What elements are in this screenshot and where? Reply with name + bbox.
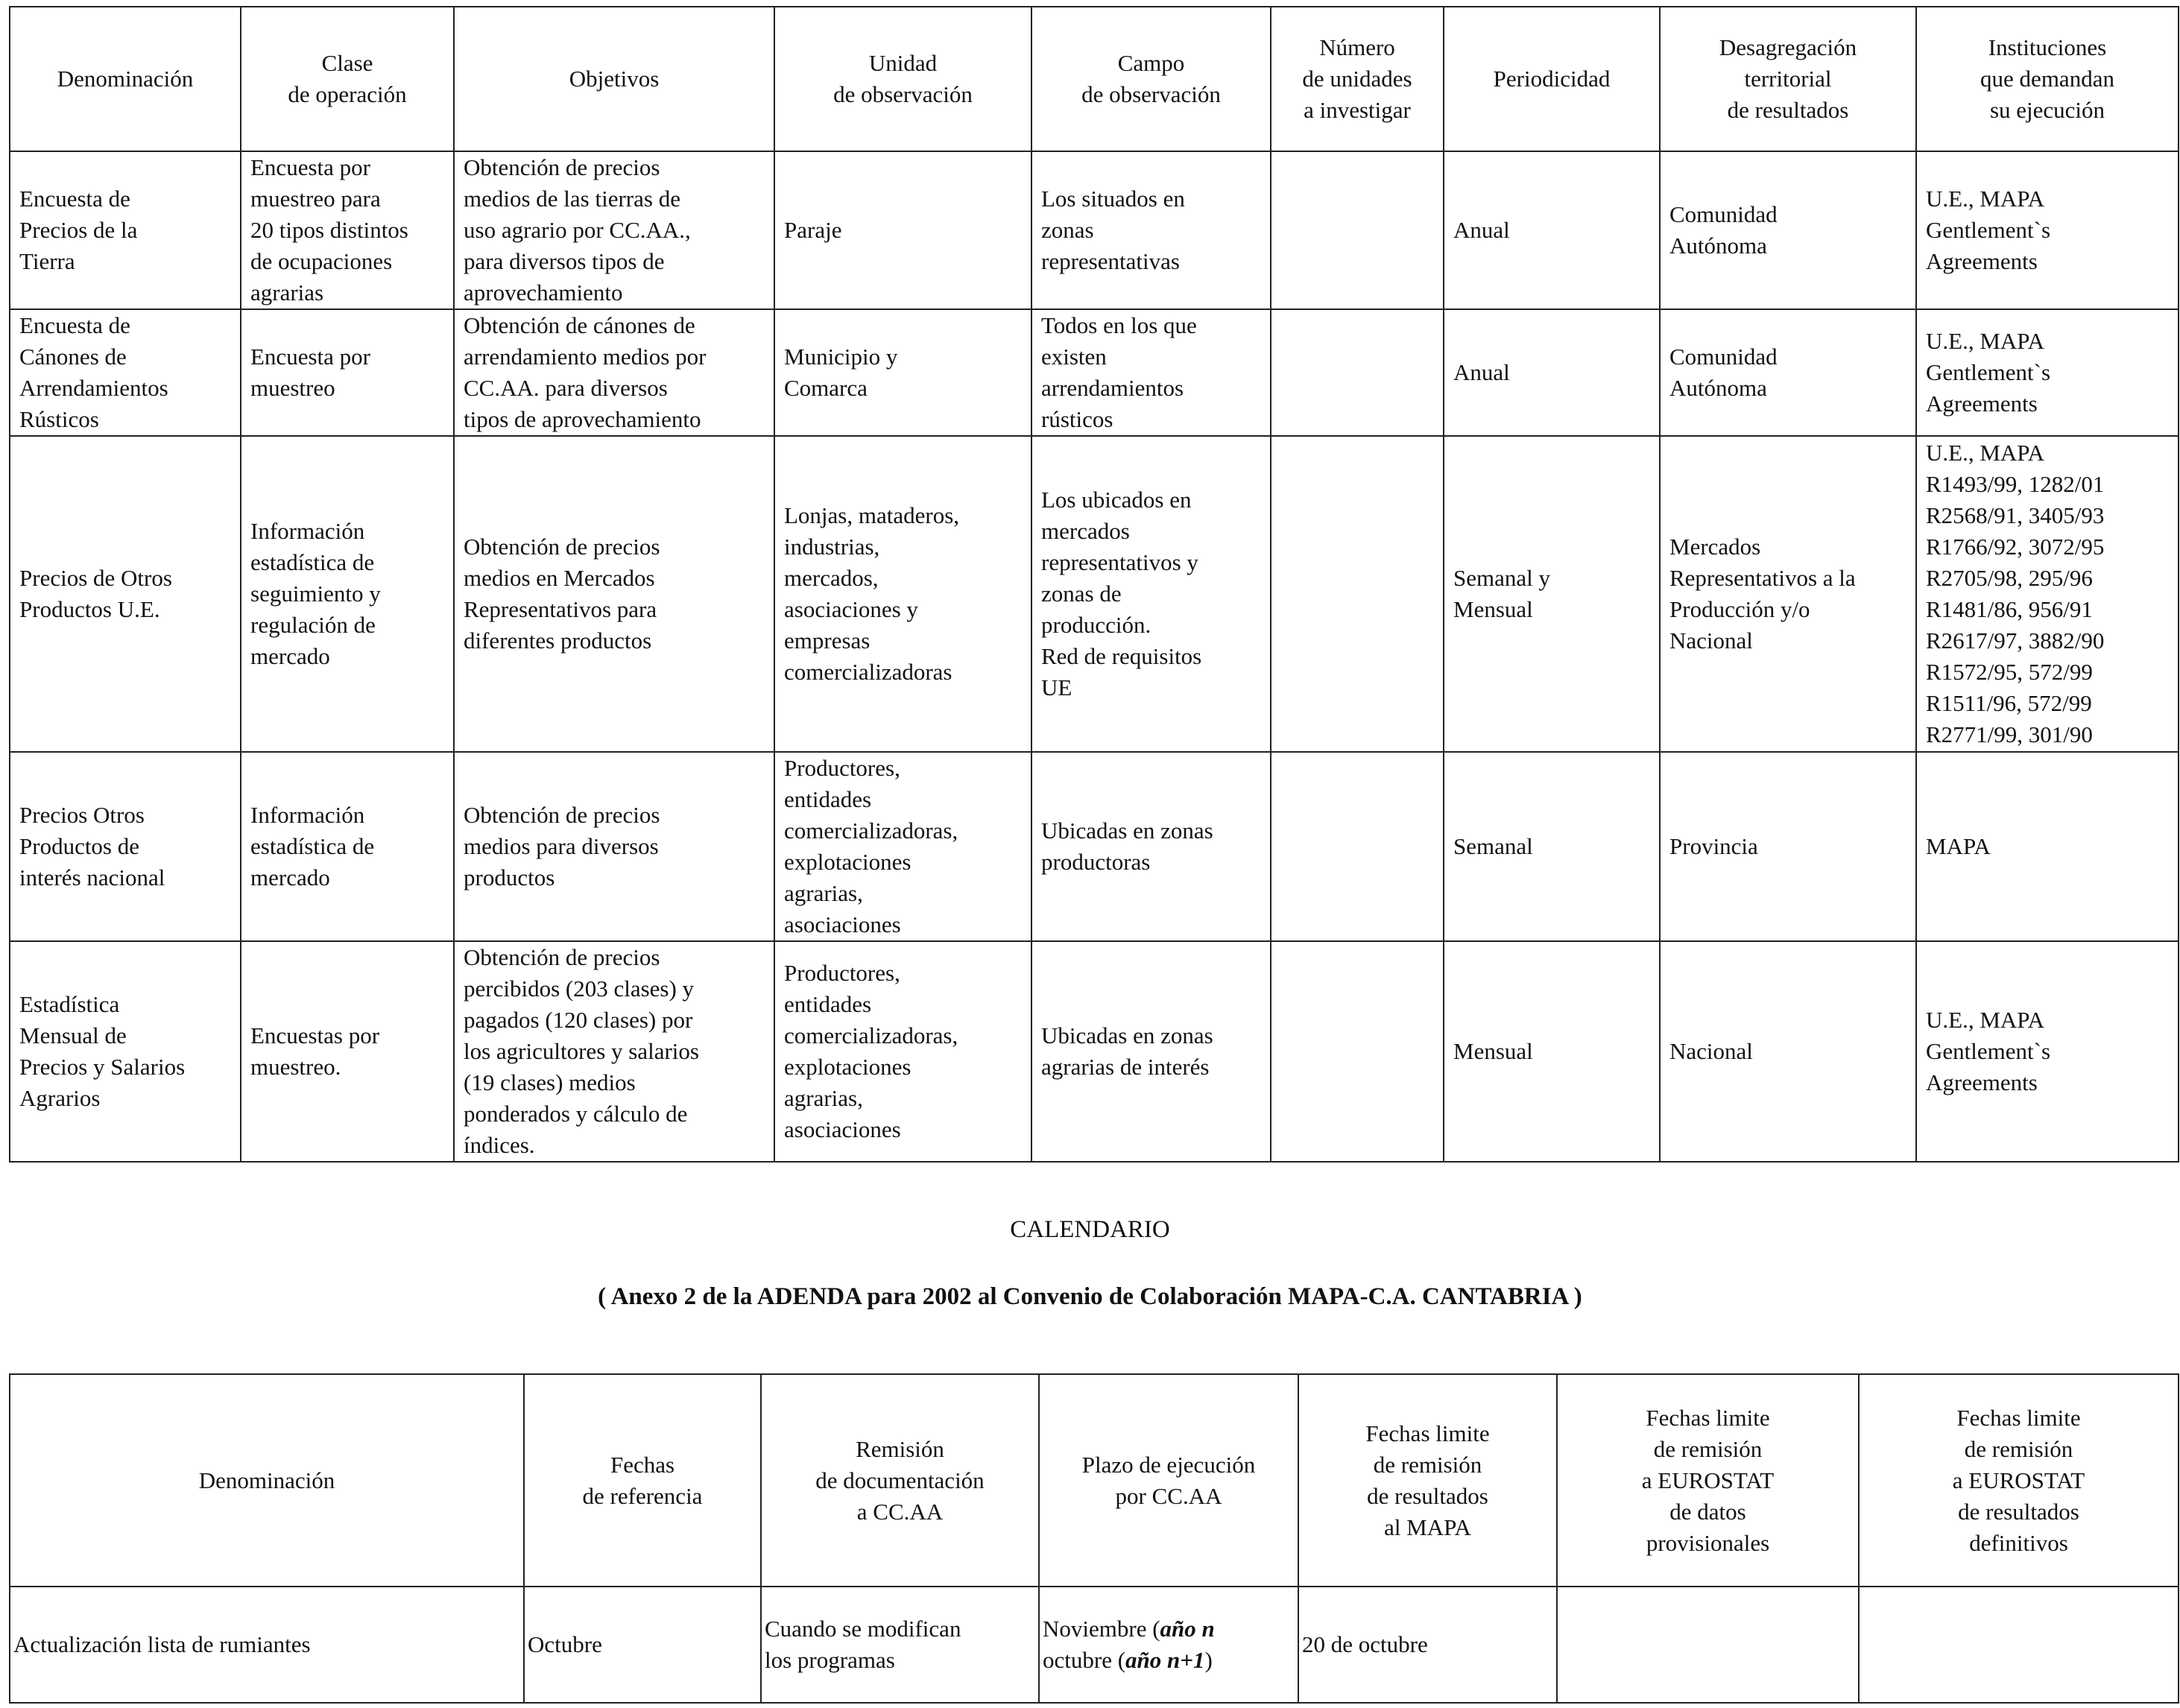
col-header-fecha-mapa: Fechas limite de remisión de resultados al MAPA: [1298, 1374, 1557, 1587]
cell-desagregacion: Nacional: [1660, 941, 1916, 1162]
table-header-row: [10, 7, 2179, 151]
cell-unidad: Lonjas, mataderos, industrias, mercados, asociaciones y empresas comercializadoras: [774, 436, 1031, 752]
col-header-denominacion: Denominación: [10, 1374, 524, 1587]
table-row: [10, 1587, 2179, 1703]
cell-denominacion: Precios Otros Productos de interés nacional: [10, 752, 241, 941]
cell-instituciones: U.E., MAPA Gentlement`s Agreements: [1916, 151, 2179, 309]
cell-numero: [1271, 309, 1444, 436]
cell-campo: Todos en los que existen arrendamientos rústicos: [1031, 309, 1271, 436]
col-header-denominacion: Denominación: [10, 7, 241, 151]
cell-campo: Los situados en zonas representativas: [1031, 151, 1271, 309]
cell-objetivos: Obtención de precios medios para diversos productos: [454, 752, 774, 941]
table-row: [10, 752, 2179, 941]
cell-denominacion: Estadística Mensual de Precios y Salarios Agrarios: [10, 941, 241, 1162]
cell-numero: [1271, 752, 1444, 941]
cell-fecha-mapa: 20 de octubre: [1298, 1587, 1557, 1703]
cell-objetivos: Obtención de precios percibidos (203 clases) y pagados (120 clases) por los agricultores y salarios (19 clases) medios ponderados y cálculo de índices.: [454, 941, 774, 1162]
cell-instituciones: U.E., MAPA Gentlement`s Agreements: [1916, 309, 2179, 436]
cell-desagregacion: Mercados Representativos a la Producción y/o Nacional: [1660, 436, 1916, 752]
col-header-numero: Número de unidades a investigar: [1271, 7, 1444, 151]
cell-denominacion: Precios de Otros Productos U.E.: [10, 436, 241, 752]
cell-periodicidad: Mensual: [1444, 941, 1660, 1162]
cell-unidad: Municipio y Comarca: [774, 309, 1031, 436]
cell-numero: [1271, 941, 1444, 1162]
calendar-subtitle: ( Anexo 2 de la ADENDA para 2002 al Convenio de Colaboración MAPA-C.A. CANTABRIA ): [598, 1283, 1582, 1310]
cell-objetivos: Obtención de cánones de arrendamiento medios por CC.AA. para diversos tipos de aprovechamiento: [454, 309, 774, 436]
cell-periodicidad: Semanal: [1444, 752, 1660, 941]
col-header-eurostat-definitivos: Fechas limite de remisión a EUROSTAT de resultados definitivos: [1859, 1374, 2179, 1587]
cell-periodicidad: Anual: [1444, 151, 1660, 309]
cell-unidad: Paraje: [774, 151, 1031, 309]
cell-clase: Información estadística de seguimiento y regulación de mercado: [241, 436, 454, 752]
cell-denominacion: Encuesta de Cánones de Arrendamientos Rústicos: [10, 309, 241, 436]
cell-instituciones: MAPA: [1916, 752, 2179, 941]
cell-numero: [1271, 436, 1444, 752]
table-header-row: [10, 1374, 2179, 1587]
cell-clase: Encuesta por muestreo: [241, 309, 454, 436]
cell-desagregacion: Provincia: [1660, 752, 1916, 941]
table-row: [10, 151, 2179, 309]
cell-denominacion: Actualización lista de rumiantes: [10, 1587, 524, 1703]
cell-remision: Cuando se modifican los programas: [761, 1587, 1039, 1703]
col-header-plazo: Plazo de ejecución por CC.AA: [1039, 1374, 1298, 1587]
plazo-line1-em: año n: [1160, 1616, 1215, 1642]
cell-periodicidad: Anual: [1444, 309, 1660, 436]
plazo-line1-prefix: Noviembre (: [1043, 1616, 1160, 1642]
table-row: [10, 309, 2179, 436]
cell-objetivos: Obtención de precios medios de las tierras de uso agrario por CC.AA., para diversos tipos de aprovechamiento: [454, 151, 774, 309]
col-header-campo: Campo de observación: [1031, 7, 1271, 151]
cell-eurostat-provisionales: [1557, 1587, 1859, 1703]
cell-numero: [1271, 151, 1444, 309]
cell-instituciones: U.E., MAPA R1493/99, 1282/01 R2568/91, 3405/93 R1766/92, 3072/95 R2705/98, 295/96 R1481/86, 956/91 R2617/97, 3882/90 R1572/95, 572/99 R1511/96, 572/99 R2771/99, 301/90: [1916, 436, 2179, 752]
operations-table: [9, 6, 2179, 1163]
plazo-line2-suffix: ): [1204, 1647, 1213, 1673]
cell-unidad: Productores, entidades comercializadoras, explotaciones agrarias, asociaciones: [774, 752, 1031, 941]
cell-periodicidad: Semanal y Mensual: [1444, 436, 1660, 752]
col-header-remision: Remisión de documentación a CC.AA: [761, 1374, 1039, 1587]
table-row: [10, 436, 2179, 752]
col-header-objetivos: Objetivos: [454, 7, 774, 151]
cell-desagregacion: Comunidad Autónoma: [1660, 151, 1916, 309]
col-header-periodicidad: Periodicidad: [1444, 7, 1660, 151]
cell-fechas-referencia: Octubre: [524, 1587, 761, 1703]
cell-desagregacion: Comunidad Autónoma: [1660, 309, 1916, 436]
cell-campo: Ubicadas en zonas agrarias de interés: [1031, 941, 1271, 1162]
cell-unidad: Productores, entidades comercializadoras, explotaciones agrarias, asociaciones: [774, 941, 1031, 1162]
calendar-title: CALENDARIO: [1010, 1216, 1170, 1243]
cell-clase: Información estadística de mercado: [241, 752, 454, 941]
col-header-unidad: Unidad de observación: [774, 7, 1031, 151]
cell-clase: Encuesta por muestreo para 20 tipos distintos de ocupaciones agrarias: [241, 151, 454, 309]
cell-campo: Ubicadas en zonas productoras: [1031, 752, 1271, 941]
plazo-line2-prefix: octubre (: [1043, 1647, 1126, 1673]
plazo-line2-em: año n+1: [1125, 1647, 1205, 1673]
cell-campo: Los ubicados en mercados representativos y zonas de producción. Red de requisitos UE: [1031, 436, 1271, 752]
col-header-eurostat-provisionales: Fechas limite de remisión a EUROSTAT de datos provisionales: [1557, 1374, 1859, 1587]
calendar-table: [9, 1373, 2179, 1704]
col-header-fechas-referencia: Fechas de referencia: [524, 1374, 761, 1587]
col-header-clase: Clase de operación: [241, 7, 454, 151]
cell-clase: Encuestas por muestreo.: [241, 941, 454, 1162]
cell-eurostat-definitivos: [1859, 1587, 2179, 1703]
cell-plazo: [1039, 1587, 1298, 1703]
cell-denominacion: Encuesta de Precios de la Tierra: [10, 151, 241, 309]
cell-objetivos: Obtención de precios medios en Mercados Representativos para diferentes productos: [454, 436, 774, 752]
cell-instituciones: U.E., MAPA Gentlement`s Agreements: [1916, 941, 2179, 1162]
col-header-instituciones: Instituciones que demandan su ejecución: [1916, 7, 2179, 151]
col-header-desagregacion: Desagregación territorial de resultados: [1660, 7, 1916, 151]
table-row: [10, 941, 2179, 1162]
